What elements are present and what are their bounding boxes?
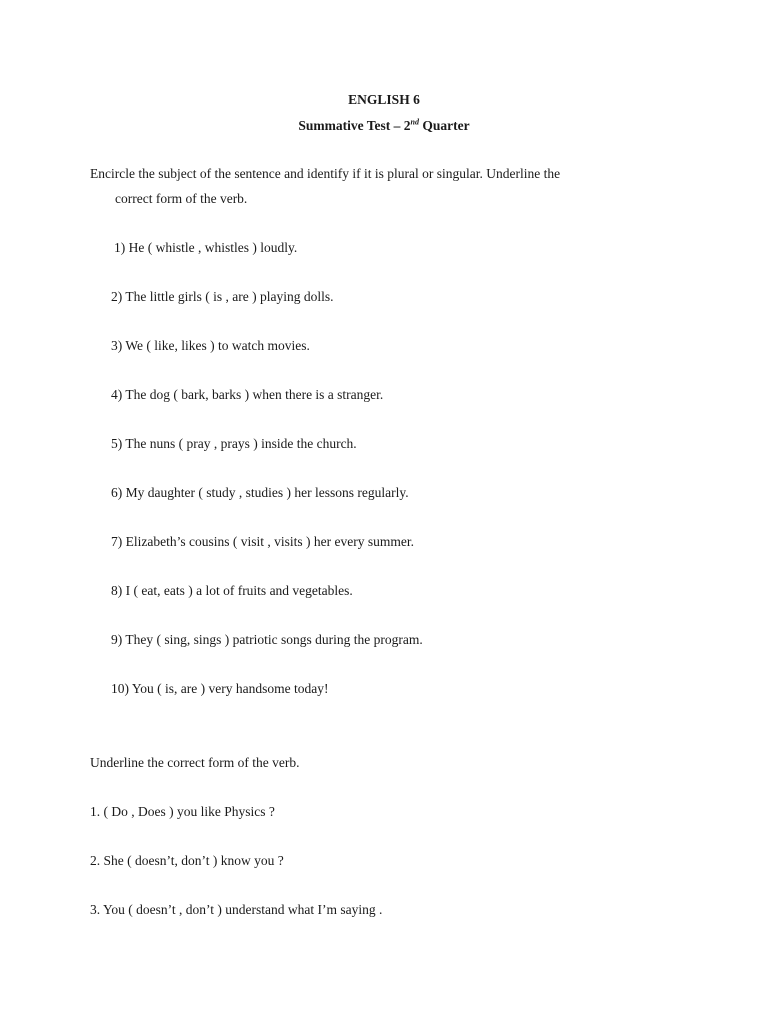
part1-item-8: 8) I ( eat, eats ) a lot of fruits and vegetables. [111, 583, 353, 598]
test-title-superscript: nd [410, 117, 419, 127]
part2-item-2: 2. She ( doesn’t, don’t ) know you ? [90, 853, 284, 868]
part1-item-4: 4) The dog ( bark, barks ) when there is a stranger. [111, 387, 384, 402]
part1-item-1: 1) He ( whistle , whistles ) loudly. [114, 240, 298, 255]
part1-instruction-line1: Encircle the subject of the sentence and identify if it is plural or singular. Underline the [90, 166, 561, 181]
part1-item-3: 3) We ( like, likes ) to watch movies. [111, 338, 310, 353]
subject-title: ENGLISH 6 [348, 92, 420, 107]
part1-instruction-line2: correct form of the verb. [115, 191, 248, 206]
part2-item-3: 3. You ( doesn’t , don’t ) understand what I’m saying . [90, 902, 383, 917]
test-title-suffix: Quarter [418, 118, 470, 133]
part1-item-5: 5) The nuns ( pray , prays ) inside the church. [111, 436, 357, 451]
part2-instruction: Underline the correct form of the verb. [90, 755, 300, 770]
part1-item-10: 10) You ( is, are ) very handsome today! [111, 681, 329, 696]
part1-item-9: 9) They ( sing, sings ) patriotic songs during the program. [111, 632, 423, 647]
part2-item-1: 1. ( Do , Does ) you like Physics ? [90, 804, 275, 819]
part1-item-2: 2) The little girls ( is , are ) playing dolls. [111, 289, 334, 304]
test-title [0, 118, 768, 134]
part1-item-7: 7) Elizabeth’s cousins ( visit , visits ) her every summer. [111, 534, 414, 549]
part1-item-6: 6) My daughter ( study , studies ) her lessons regularly. [111, 485, 409, 500]
test-title-prefix: Summative Test – 2 [298, 118, 411, 133]
